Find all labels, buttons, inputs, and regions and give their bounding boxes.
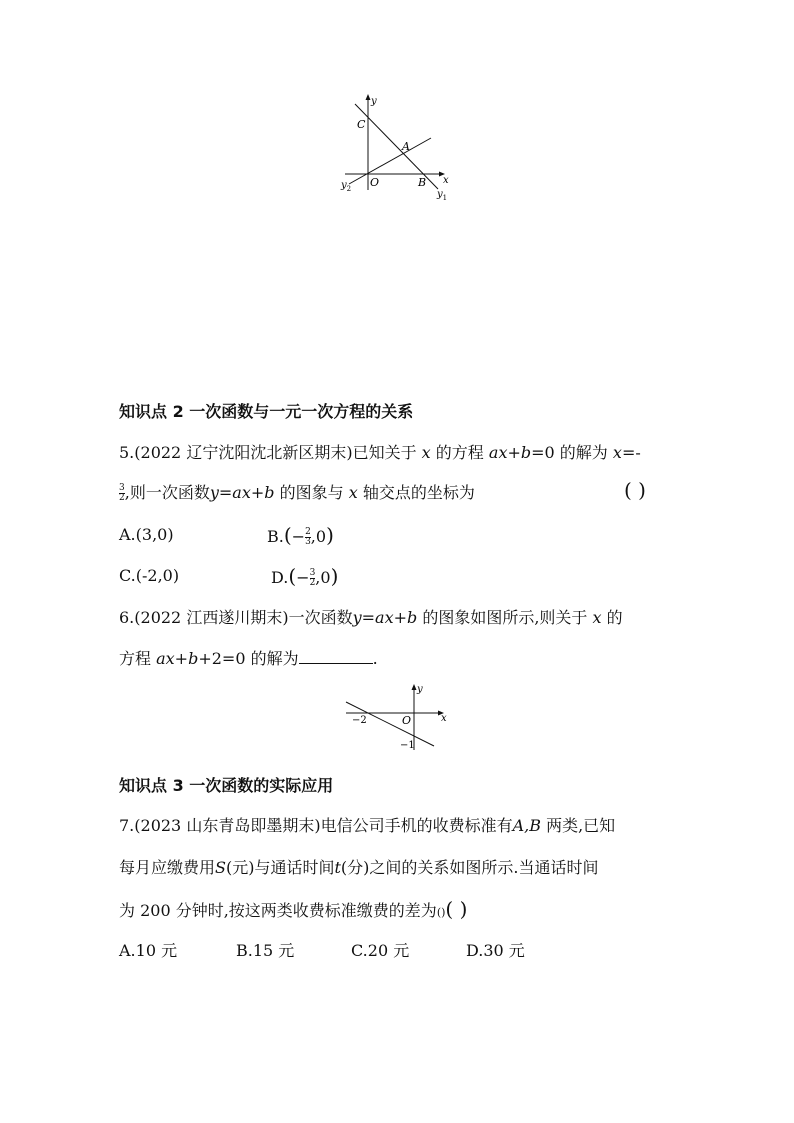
q5-line1 (119, 443, 641, 463)
q5-var: x (348, 483, 358, 502)
q7-line1 (119, 816, 615, 836)
q5-var: x (612, 443, 622, 462)
q7-text: 每月应缴费用 (119, 858, 216, 877)
q5-text: 已知关于 (352, 443, 417, 462)
q6-text: 一次函数 (288, 608, 353, 627)
frac-den: 2 (119, 493, 125, 503)
q7-var: A,B (512, 816, 541, 835)
q7-text: (分)之间的关系如图所示.当通话时间 (340, 858, 599, 877)
label-O: O (370, 176, 380, 189)
q7-option-c: C.20 元 (351, 941, 410, 960)
q5-option-a: A.(3,0) (119, 525, 174, 544)
q6-line1 (119, 608, 623, 628)
q5-source: (2022 辽宁沈阳沈北新区期末) (134, 443, 353, 462)
option-d-fraction (310, 569, 316, 588)
figure-intersecting-lines (335, 90, 460, 205)
q6-text: 的图象如图所示,则关于 (422, 608, 588, 627)
option-label: D. (271, 568, 289, 587)
frac-den: 2 (309, 578, 316, 588)
q5-text: 轴交点的坐标为 (362, 483, 475, 502)
y-axis-arrow (366, 94, 371, 100)
q7-small-paren: () (436, 906, 446, 919)
q5-equation: ax+b (488, 443, 532, 462)
label-y: y (417, 684, 423, 695)
q5-text: 的图象与 (279, 483, 344, 502)
section-3-heading: 知识点 3 一次函数的实际应用 (119, 776, 334, 795)
q5-option-b: B.(− $\frac{2}{3}$ ,0) (267, 523, 334, 547)
q7-text: 电信公司手机的收费标准有 (320, 816, 513, 835)
label-x: x (441, 713, 447, 724)
q7-answer-paren: ( ) (445, 897, 468, 921)
q5-line2 (119, 483, 475, 503)
q6-equation: ax+b (156, 649, 199, 668)
q7-line3 (119, 899, 467, 923)
q6-function: y=ax+b (352, 608, 418, 627)
q7-var: t (334, 858, 341, 877)
q5-number: 5. (119, 443, 135, 462)
q5-text: ,则一次函数 (124, 483, 210, 502)
q6-text: 的 (606, 608, 623, 627)
q7-option-d: D.30 元 (466, 941, 525, 960)
label-B: B (418, 176, 427, 189)
label-neg2: −2 (352, 715, 367, 726)
label-A: A (402, 140, 410, 153)
q7-line2 (119, 858, 599, 878)
q6-line2 (119, 649, 378, 669)
q5-option-c: C.(-2,0) (119, 566, 180, 585)
label-y2: $y_2$ (341, 180, 352, 193)
q6-var: x (592, 608, 602, 627)
frac-num: 2 (305, 527, 311, 537)
q6-text: +2=0 的解为 (198, 649, 299, 668)
q6-answer-blank[interactable] (299, 649, 373, 664)
y-axis-arrow (412, 684, 417, 690)
section-2-heading: 知识点 2 一次函数与一元一次方程的关系 (119, 402, 414, 421)
q6-text: . (372, 649, 378, 668)
label-O: O (402, 714, 412, 727)
option-b-fraction (305, 528, 311, 547)
q7-text: 两类,已知 (546, 816, 616, 835)
q5-var: x (421, 443, 431, 462)
q6-text: 方程 (119, 649, 152, 668)
frac-num: 3 (309, 568, 316, 578)
frac-den: 3 (305, 537, 311, 547)
frac-num: 3 (119, 483, 125, 493)
figure-line-graph (338, 680, 453, 752)
q7-option-b: B.15 元 (236, 941, 295, 960)
q5-text: 的方程 (435, 443, 484, 462)
q5-text: =- (621, 443, 641, 462)
label-C: C (357, 118, 366, 131)
q7-source: (2023 山东青岛即墨期末) (134, 816, 321, 835)
option-label: B. (267, 527, 284, 546)
q5-text: =0 的解为 (531, 443, 608, 462)
label-x: x (443, 175, 449, 186)
q5-answer-paren: ( ) (624, 478, 646, 502)
q7-text: 为 200 分钟时,按这两类收费标准缴费的差为 (119, 901, 437, 920)
q5-option-d: D.(− $\frac{3}{2}$ ,0) (271, 564, 339, 588)
q7-var: S (215, 858, 226, 877)
label-neg1: −1 (400, 740, 415, 751)
q6-number: 6. (119, 608, 135, 627)
label-y: y (371, 96, 377, 107)
q7-number: 7. (119, 816, 135, 835)
q7-text: (元)与通话时间 (225, 858, 335, 877)
label-y1: $y_1$ (437, 189, 448, 202)
q7-option-a: A.10 元 (119, 941, 178, 960)
q6-source: (2022 江西遂川期末) (134, 608, 289, 627)
q5-function: y=ax+b (209, 483, 275, 502)
